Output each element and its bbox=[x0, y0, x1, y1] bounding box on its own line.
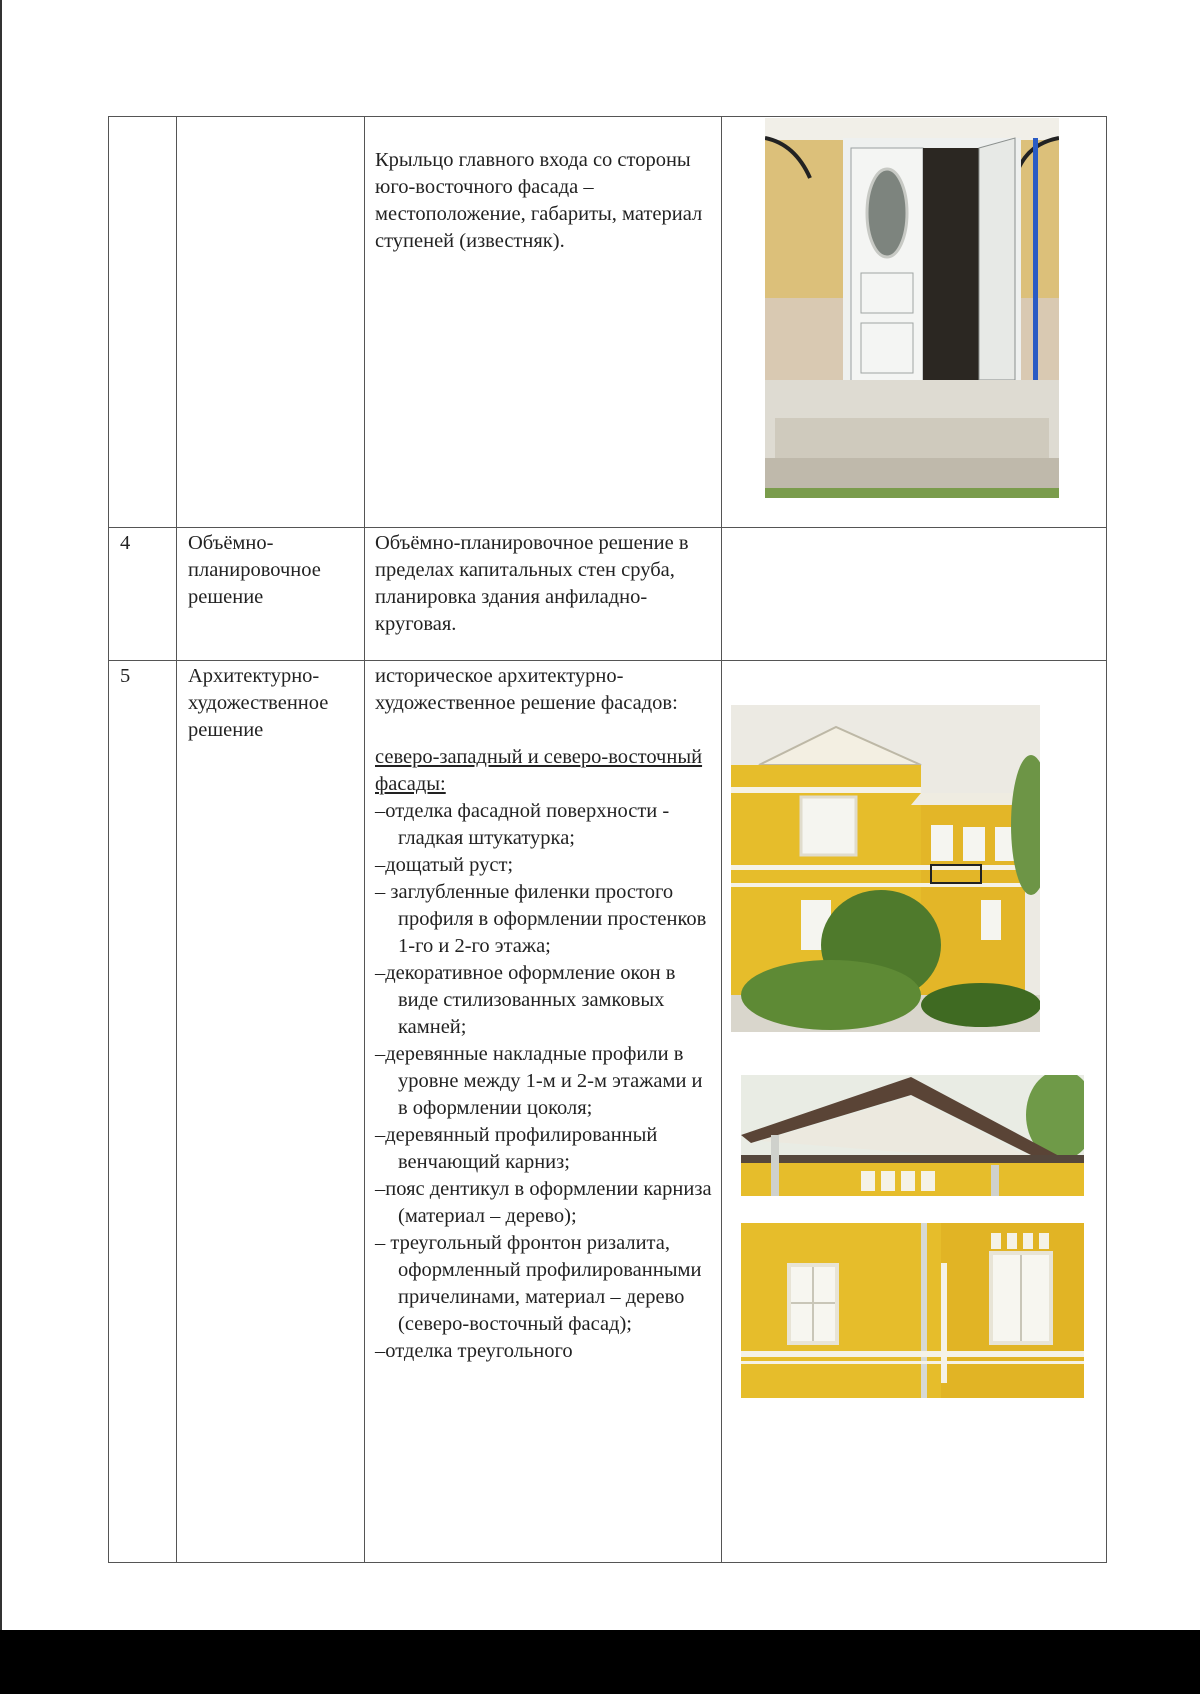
feature-name: Объёмно-планировочное решение bbox=[188, 532, 321, 608]
feature-name bbox=[177, 117, 364, 119]
description-cell bbox=[365, 117, 722, 528]
scan-bottom-band bbox=[0, 1630, 1200, 1694]
list-item: –пояс дентикул в оформлении карниза (материал – дерево); bbox=[375, 1178, 712, 1227]
facade-intro: историческое архитектурно-художественное решение фасадов: bbox=[375, 665, 678, 714]
row-number: 5 bbox=[120, 665, 131, 687]
row-number-cell bbox=[109, 661, 177, 1563]
facade-description bbox=[365, 661, 721, 1365]
row-number-cell bbox=[109, 117, 177, 528]
feature-name-cell bbox=[177, 661, 365, 1563]
list-item: –отделка фасадной поверхности - гладкая штукатурка; bbox=[375, 800, 670, 849]
scan-left-edge bbox=[0, 0, 2, 1630]
gable-photo bbox=[741, 1075, 1084, 1196]
list-item: –отделка треугольного bbox=[375, 1340, 573, 1362]
list-item: –деревянные накладные профили в уровне между 1-м и 2-м этажами и в оформлении цоколя; bbox=[375, 1043, 703, 1119]
table-row bbox=[109, 528, 1107, 661]
list-item: –декоративное оформление окон в виде стилизованных замковых камней; bbox=[375, 962, 676, 1038]
description-cell bbox=[365, 528, 722, 661]
layout-description: Объёмно-планировочное решение в пределах капитальных стен сруба, планировка здания анфиладно-круговая. bbox=[375, 532, 689, 635]
row-number-cell bbox=[109, 528, 177, 661]
description-cell bbox=[365, 661, 722, 1563]
facade-photo bbox=[731, 705, 1040, 1032]
window-detail-photo bbox=[741, 1223, 1084, 1398]
list-item: – заглубленные филенки простого профиля в оформлении простенков 1-го и 2-го этажа; bbox=[375, 881, 707, 957]
feature-name: Архитектурно-художественное решение bbox=[188, 665, 329, 741]
list-item: –дощатый руст; bbox=[375, 854, 514, 876]
feature-name-cell bbox=[177, 528, 365, 661]
list-item: – треугольный фронтон ризалита, оформленный профилированными причелинами, материал – дерево (северо-восточный фасад); bbox=[375, 1232, 702, 1335]
list-item: –деревянный профилированный венчающий карниз; bbox=[375, 1124, 658, 1173]
row-number: 4 bbox=[120, 532, 131, 554]
porch-photo bbox=[765, 118, 1059, 498]
row-number bbox=[109, 117, 176, 119]
facade-subheading: северо-западный и северо-восточный фасады: bbox=[375, 746, 703, 795]
porch-description: Крыльцо главного входа со стороны юго-восточного фасада – местоположение, габариты, материал ступеней (известняк). bbox=[375, 149, 703, 252]
feature-name-cell bbox=[177, 117, 365, 528]
photo-cell bbox=[722, 528, 1107, 661]
